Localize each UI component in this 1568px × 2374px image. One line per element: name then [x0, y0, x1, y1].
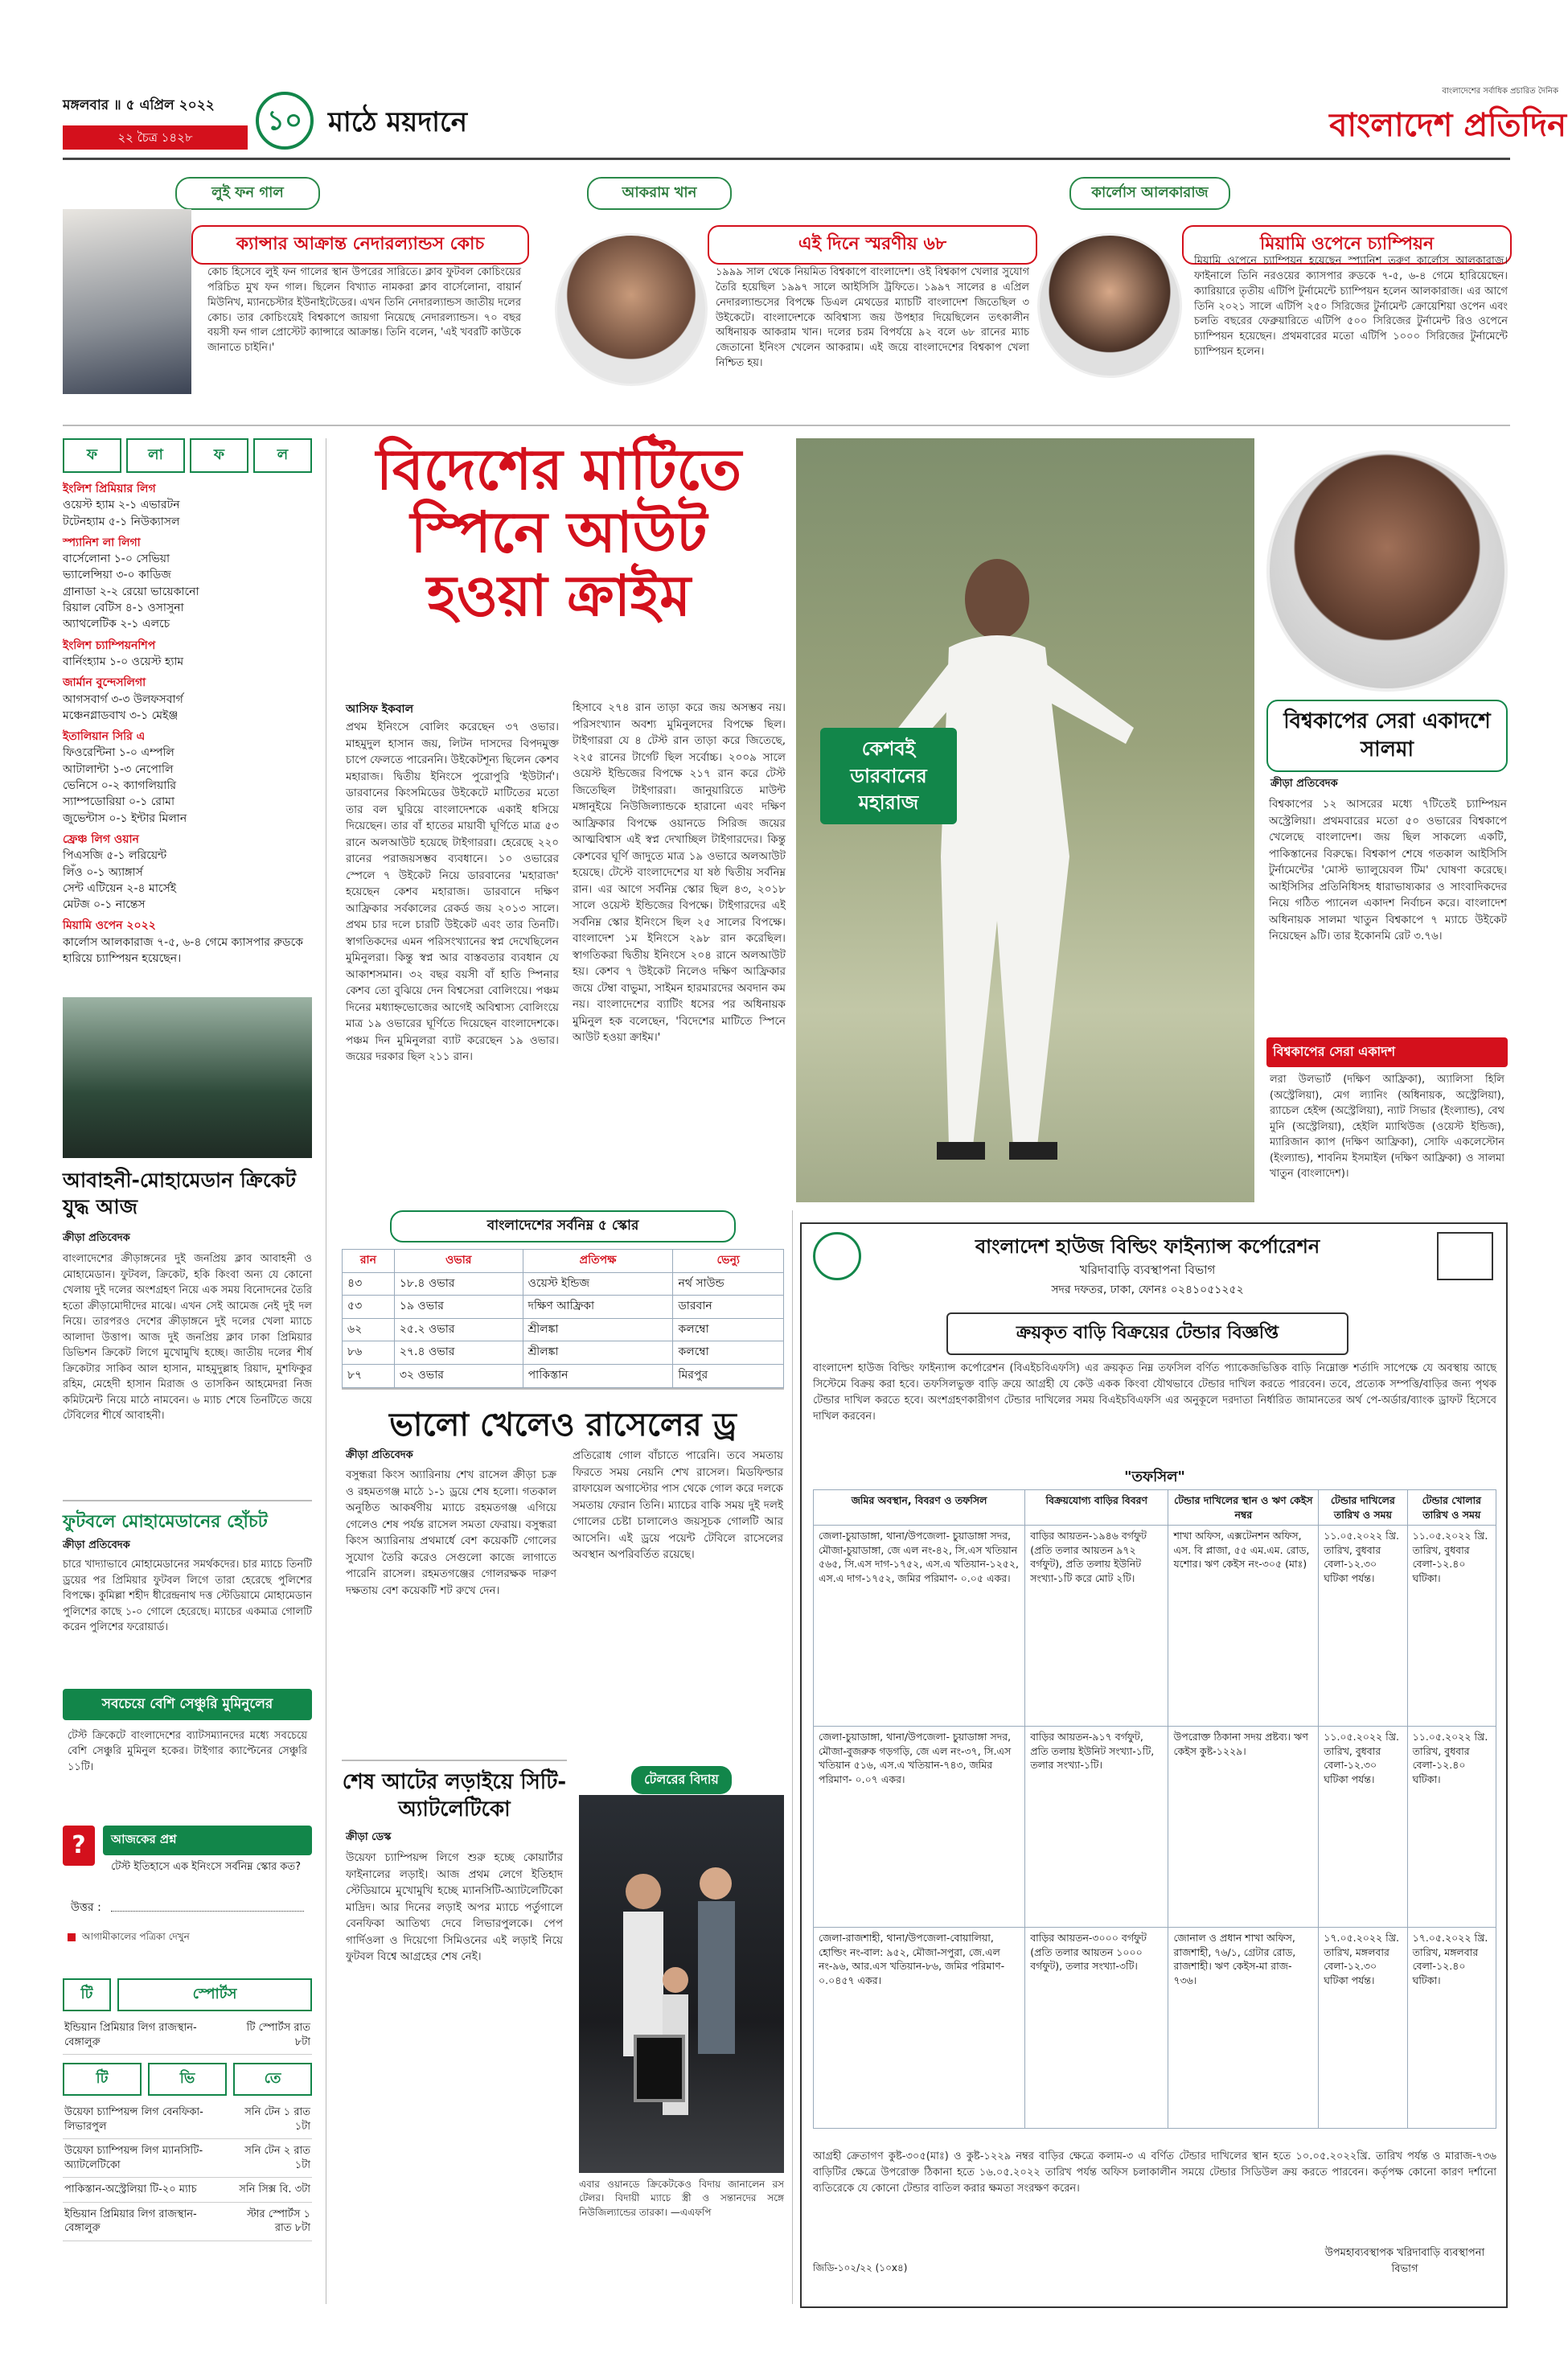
low-scores-title: বাংলাদেশের সর্বনিম্ন ৫ স্কোর: [390, 1210, 736, 1242]
tender-body: [814, 1526, 1496, 2129]
section-title: মাঠে ময়দানে: [328, 106, 467, 138]
low-score-cell: ২৭.৪ ওভার: [394, 1341, 523, 1365]
result-line: সেন্ট এটিয়েন ২-৪ মার্সেই: [63, 881, 177, 895]
akram-khan-photo: [555, 233, 708, 386]
low-score-cell: নর্থ সাউন্ড: [673, 1272, 784, 1296]
low-score-cell: ১৯ ওভার: [394, 1296, 523, 1319]
tv-title-letter: ভি: [148, 2063, 227, 2096]
results-list: [63, 481, 312, 967]
tv-listing: [63, 2101, 312, 2139]
low-score-cell: মিরপুর: [673, 1364, 784, 1387]
quiz-footer: আগামীকালের পত্রিকা দেখুন: [82, 1931, 190, 1942]
low-scores-header: রান: [343, 1250, 395, 1273]
tender-row: [814, 1928, 1496, 2129]
tender-cell: উপরোক্ত ঠিকানা সদয় প্রষ্টব্য। ঋণ কেইস কুষ্ট-১২২৯।: [1168, 1727, 1319, 1928]
result-line: রিয়াল বেটিস ৪-১ ওসাসুনা: [63, 602, 184, 615]
tender-cell: বাড়ির আয়তন-৯১৭ বর্গফুট, প্রতি তলায় ইউনিট সংখ্যা-১টি, তলার সংখ্যা-১টি।: [1025, 1727, 1168, 1928]
top-story-3-headline: মিয়ামি ওপেনে চ্যাম্পিয়ন: [1182, 225, 1512, 265]
abahani-body: বাংলাদেশের ক্রীড়াঙ্গনের দুই জনপ্রিয় ক্লাব আবাহনী ও মোহামেডান। ফুটবল, ক্রিকেট, হকি কিংবা অন্য যে কোনো খেলায় দুই দলের অংশগ্রহণ নিয়ে এক সময় বিনোদনের তৈরি হতো ক্রীড়ামোদীদের মাঝে। এখন সেই আমেজ নেই দুই দল নিয়ে। তারপরও দেশের ক্রীড়াঙ্গনে দুই দলের খেলা ম্যাচে আলাদা উত্তাপ। আজ দুই জনপ্রিয় ক্লাব ঢাকা প্রিমিয়ার ডিভিশন ক্রিকেট লিগে মুখোমুখি হচ্ছে। জাতীয় দলের শীর্ষ ক্রিকেটার সাকিব আল হাসান, মাহমুদুল্লাহ রিয়াদ, মুশফিকুর রহিম, মেহেদী হাসান মিরাজ ও তাসকিন আহমেদরা নিজ কমিটমেন্ট নিয়ে মাঠে নামবেন। ৬ ম্যাচ শেষে তিনটিতে জয়ে টেবিলের শীর্ষে আবাহনী।: [63, 1253, 312, 1422]
page-number: ১০: [266, 105, 303, 137]
low-score-cell: ওয়েস্ট ইন্ডিজ: [523, 1272, 673, 1296]
tender-org: বাংলাদেশ হাউজ বিল্ডিং ফাইন্যান্স কর্পোরেশন: [975, 1235, 1320, 1258]
salma-body: বিশ্বকাপের ১২ আসরের মধ্যে ৭টিতেই চ্যাম্পিয়ন অস্ট্রেলিয়া। প্রথমবারের মতো ৫০ ওভারের বিশ্বকাপে খেলেছে বাংলাদেশ। জয় ছিল সাকল্যে একটি, পাকিস্তানের বিরুদ্ধে। বিশ্বকাপ শেষে গতকাল আইসিসি টুর্নামেন্টের 'মোস্ট ভ্যালুয়েবল টিম' ঘোষণা করেছে। আইসিসির প্রতিনিধিসহ ধারাভাষ্যকার ও সাংবাদিকদের নিয়ে গঠিত প্যানেল একাদশ নির্বাচন করে। বাংলাদেশ অধিনায়ক সালমা খাতুন বিশ্বকাপে ৭ ম্যাচে উইকেট নিয়েছেন ৯টি। তার ইকোনমি রেট ৩.৭৬।: [1269, 798, 1507, 943]
result-line: কার্লোস আলকারাজ ৭-৫, ৬-৪ গেমে ক্যাসপার রুডকে হারিয়ে চ্যাম্পিয়ন হয়েছেন।: [63, 935, 303, 966]
tender-cell: বাড়ির আয়তন-৩০০০ বর্গফুট (প্রতি তলার আয়তন ১০০০ বর্গফুট), তলার সংখ্যা-৩টি।: [1025, 1928, 1168, 2129]
header-rule: [63, 158, 1510, 160]
result-line: লিঁও ০-১ অ্যাঙ্গার্স: [63, 865, 143, 879]
tender-table: [813, 1489, 1496, 2129]
taylor-label: [579, 1766, 784, 1794]
low-score-cell: দক্ষিণ আফ্রিকা: [523, 1296, 673, 1319]
city-headline: শেষ আটের লড়াইয়ে সিটি-অ্যাটলেটিকো: [342, 1770, 567, 1822]
page-number-badge: [256, 92, 314, 150]
result-item: [63, 481, 312, 530]
lead-photo-caption-text: কেশবই ডারবানের মহারাজ: [850, 737, 927, 815]
salma-photo: [1266, 450, 1508, 692]
hbfc-logo: [813, 1232, 861, 1280]
salma-headline-box: [1266, 700, 1508, 772]
tender-title-box: [946, 1312, 1348, 1355]
tender-table-title: "তফসিল": [1124, 1468, 1185, 1485]
low-scores-header: ভেন্যু: [673, 1250, 784, 1273]
top-story-1-tag: লুই ফন গাল: [175, 177, 320, 210]
tv-channel: সনি টেন ২ রাত ১টা: [244, 2145, 310, 2171]
most-centuries-body: টেস্ট ক্রিকেটে বাংলাদেশের ব্যাটসম্যানদের মধ্যে সবচেয়ে বেশি সেঞ্চুরি মুমিনুল হকের। টাইগার ক্যাপ্টেনের সেঞ্চুরি ১১টি।: [68, 1729, 307, 1773]
results-title-letter: ল: [253, 438, 312, 473]
tv-listing: [63, 2139, 312, 2178]
football-body: চারে খাদ্যাভাবে মোহামেডানের সমর্থকদের। চার ম্যাচে তিনটি ড্রয়ের পর প্রিমিয়ার ফুটবল লিগে তারা হেরেছে পুলিশের বিপক্ষে। কুমিল্লা শহীদ ধীরেন্দ্রনাথ দত্ত স্টেডিয়ামে মোহামেডান পুলিশের কাছে ১-০ গোলে হেরেছে। ম্যাচের একমাত্র গোলটি করেন পুলিশের ফরোয়ার্ড।: [63, 1559, 312, 1633]
quiz-label: আজকের প্রশ্ন: [103, 1826, 312, 1855]
results-title-letter: ফ: [63, 438, 121, 473]
tv-listing: [63, 2178, 312, 2203]
top-story-2-tag: আকরাম খান: [587, 177, 732, 210]
low-score-row: [343, 1364, 784, 1387]
result-line: অ্যাথলেটিক ২-১ এলচে: [63, 618, 170, 631]
tv-title-letter: তে: [233, 2063, 312, 2096]
tender-cell: শাখা অফিস, এক্সটেনশন অফিস, এস. বি প্লাজা, ৫৫ এম.এম. রোড, যশোর। ঋণ কেইস নং-৩০৫ (মাঃ): [1168, 1526, 1319, 1727]
most-centuries-title: সবচেয়ে বেশি সেঞ্চুরি মুমিনুলের: [63, 1689, 312, 1720]
tender-header: বিক্রয়যোগ্য বাড়ির বিবরণ: [1025, 1490, 1168, 1526]
top-stories-rule: [63, 425, 1510, 426]
top-story-1: [63, 177, 529, 418]
tender-header: টেন্ডার খোলার তারিখ ও সময়: [1407, 1490, 1496, 1526]
lead-headline: বিদেশের মাটিতে স্পিনে আউট হওয়া ক্রাইম: [376, 437, 742, 629]
tender-footer: আগ্রহী ক্রেতাগণ কুষ্ট-৩০৫(মাঃ) ও কুষ্ট-১২২৯ নম্বর বাড়ির ক্ষেত্রে কলাম-৩ এ বর্ণিত টেন্ডার দাখিলের স্থান হতে ১০.০৫.২০২২খ্রি. তারিখ পর্যন্ত ও মারাজ-৭৩৬ বাড়িটির ক্ষেত্রে উপরোক্ত ঠিকানা হতে ১৬.০৫.২০২২ তারিখ পর্যন্ত অফিস চলাকালীন সময়ে টেন্ডার সিডিউল ক্রয় করতে পারবেন। কর্তৃপক্ষ কোনো কারণ দর্শানো ব্যতিরেকে যে কোনো টেন্ডার বাতিল করার ক্ষমতা সংরক্ষণ করেন।: [813, 2150, 1496, 2195]
low-score-cell: শ্রীলঙ্কা: [523, 1341, 673, 1365]
tv-channel: স্টার স্পোর্টস ১ রাত ৮টা: [246, 2208, 310, 2235]
page-header: [63, 87, 1566, 159]
result-item: [63, 675, 312, 724]
city-rule: [342, 1760, 567, 1761]
top-story-2-headline: এই দিনে স্মরণীয় ৬৮: [708, 225, 1037, 265]
tender-cell: জেলা-রাজশাহী, থানা/উপজেলা-বোয়ালিয়া, হোল্ডিং নং-বাল: ৯৫২, মৌজা-সপুরা, জে.এল নং-৯৬, আর.এস খতিয়ান-৮৬, জমির পরিমাণ- ০.০৪৫৭ একর।: [814, 1928, 1025, 2129]
football-headline: ফুটবলে মোহামেডানের হোঁচট: [63, 1512, 268, 1532]
result-league: মিয়ামি ওপেন ২০২২: [63, 919, 156, 933]
tender-cell: জেলা-চুয়াডাঙ্গা, থানা/উপজেলা- চুয়াডাঙ্গা সদর, মৌজা-বুজরুক গড়গড়ি, জে এল নং-৩৭, সি.এস খতিয়ান ৫১৬, এস.এ খতিয়ান-৭৪৩, জমির পরিমাণ- ০.০৭ একর।: [814, 1727, 1025, 1928]
low-score-cell: ২৫.২ ওভার: [394, 1318, 523, 1341]
result-line: গ্রানাডা ২-২ রেয়ো ভায়েকানো: [63, 585, 199, 598]
tv-title: [63, 2063, 312, 2096]
tender-table-wrap: [813, 1489, 1496, 2129]
result-league: স্প্যানিশ লা লিগা: [63, 536, 141, 549]
low-score-cell: ৪৩: [343, 1272, 395, 1296]
tender-cell: ১৭.০৫.২০২২ খ্রি. তারিখ, মঙ্গলবার বেলা-১২.৩০ ঘটিকা পর্যন্ত।: [1319, 1928, 1407, 2129]
low-score-cell: শ্রীলঙ্কা: [523, 1318, 673, 1341]
masthead: বাংলাদেশ প্রতিদিন: [1329, 107, 1566, 144]
family-figures: [579, 1795, 784, 2173]
result-line: ভ্যালেন্সিয়া ৩-০ কাডিজ: [63, 569, 171, 582]
tender-header: জমির অবস্থান, বিবরণ ও তফসিল: [814, 1490, 1025, 1526]
salma-headline: বিশ্বকাপের সেরা একাদশে সালমা: [1283, 709, 1491, 762]
lead-byline: আসিফ ইকবাল: [346, 703, 414, 716]
tender-cell: ১৭.০৫.২০২২ খ্রি. তারিখ, মঙ্গলবার বেলা-১২.৪০ ঘটিকা।: [1407, 1928, 1496, 2129]
abahani-headline: আবাহনী-মোহামেডান ক্রিকেট যুদ্ধ আজ: [63, 1169, 296, 1218]
low-score-row: [343, 1296, 784, 1319]
issue-date-bar: [63, 125, 248, 150]
tv-listing: [63, 2016, 312, 2055]
result-line: আগসবার্গ ৩-৩ উলফসবার্গ: [63, 692, 183, 706]
tv-sports-title: [63, 1978, 312, 2011]
result-item: [63, 535, 312, 633]
keshav-maharaj-photo: [796, 438, 1254, 1202]
tender-ad: [800, 1222, 1508, 2308]
tv-event: ইন্ডিয়ান প্রিমিয়ার লিগ রাজস্থান-বেঙ্গালুরু: [64, 2022, 197, 2048]
result-line: টটেনহ্যাম ৫-১ নিউক্যাসল: [63, 515, 180, 528]
results-box: [63, 438, 312, 985]
quiz-answer-line[interactable]: [111, 1911, 304, 1912]
lead-col1: প্রথম ইনিংসে বোলিং করেছেন ৩৭ ওভার। মাহমুদুল হাসান জয়, লিটন দাসদের বিপদমুক্ত চাপে ফেলতে পারেননি। উইকেটশূন্য ছিলেন কেশব মহারাজ। দ্বিতীয় ইনিংসে পুরোপুরি 'ইউটার্ন'। ডারবানের কিংসমিডের উইকেটে মাটিতের মতো তার বল ঘুরিয়ে বাংলাদেশকে একাই ধসিয়ে দিয়েছেন। তার বাঁ হাতের মায়াবী ঘূর্ণিতে মাত্র ৫৩ রানে অলআউট হয়েছে টাইগাররা। হেরেছে ২২০ রানের পরাজয়সম্ভব ব্যবধানে। ১০ ওভারের স্পেলে ৭ উইকেট নিয়ে ডারবানের 'মহারাজ' হয়েছেন কেশব মহারাজ। ডারবানে দক্ষিণ আফ্রিকার সর্বকালের রেকর্ড জয় ২০১৩ সালে। প্রথম চার দলে চারটি উইকেট এবং তার তিনটি। স্বাগতিকদের এমন পরিসংখ্যানের স্বপ্ন দেখেছিলেন মুমিনুলরা। কিন্তু স্বপ্ন আর বাস্তবতার ব্যবধান যে আকাশসমান। ৩২ বছর বয়সী বাঁ হাতি স্পিনার কেশব তো বুঝিয়ে দেন বিশ্বসেরা বোলিংয়ে। পঞ্চম দিনের মধ্যাহ্নভোজের আগেই অবিশ্বাস্য বোলিংয়ে মাত্র ১৯ ওভারের ঘূর্ণিতে দিয়েছেন বাংলাদেশকে। পঞ্চম দিন মুমিনুলরা ব্যাট করেছেন ১৯ ওভার। জয়ের দরকার ছিল ২১১ রান।: [346, 721, 559, 1064]
tender-row: [814, 1526, 1496, 1727]
tender-address: সদর দফতর, ঢাকা, ফোনঃ ০২৪১০৫১২৫২: [1051, 1284, 1244, 1296]
tv-sports-title-word: স্পোর্টস: [117, 1978, 312, 2011]
most-centuries-box: [63, 1689, 312, 1809]
low-score-row: [343, 1318, 784, 1341]
result-line: মেটজ ০-১ নান্তেস: [63, 898, 146, 912]
tender-header: টেন্ডার দাখিলের তারিখ ও সময়: [1319, 1490, 1407, 1526]
quiz-question: টেস্ট ইতিহাসে এক ইনিংসে সর্বনিম্ন স্কোর কত?: [111, 1861, 302, 1873]
result-league: ফ্রেঞ্চ লিগ ওয়ান: [63, 832, 139, 846]
low-score-cell: কলম্বো: [673, 1341, 784, 1365]
low-score-cell: ৮৭: [343, 1364, 395, 1387]
lead-col2: হিসাবে ২৭৪ রান তাড়া করে জয় অসম্ভব নয়। পরিসংখ্যান অবশ্য মুমিনুলদের বিপক্ষে ছিল। টাইগাররা যে ৪ টেস্ট রান তাড়া করে জিতেছে, ২২৫ রানের টার্গেট ছিল সর্বোচ্চ। ২০০৯ সালে ওয়েস্ট ইন্ডিজের বিপক্ষে ২১৭ রান করে টেস্ট জিতেছিল টাইগাররা। জানুয়ারিতে মাউন্ট মঙ্গানুইয়ে নিউজিল্যান্ডকে হারানো এবং দক্ষিণ আফ্রিকার বিপক্ষে ওয়ানডে সিরিজ জয়ের আত্মবিশ্বাস এই স্বপ্ন দেখাচ্ছিল টাইগারদের। কিন্তু কেশবের ঘূর্ণি জাদুতে মাত্র ১৯ ওভারে অলআউট হয়েছে। টেস্টে বাংলাদেশের যা ষষ্ঠ দ্বিতীয় সর্বনিম্ন রান। এর আগে সর্বনিম্ন স্কোর ছিল ৪৩, ২০১৮ সালে ওয়েস্ট ইন্ডিজের বিপক্ষে। টাইগারদের এই সর্বনিম্ন স্কোর ইনিংসে ছিল ২৫ সালের বিপক্ষে। বাংলাদেশ ১ম ইনিংসে ২৯৮ রান করেছিল। স্বাগতিকরা দ্বিতীয় ইনিংসে ২০৪ রানে অলআউট হয়। কেশব ৭ উইকেট নিলেও দক্ষিণ আফ্রিকার জয়ে টেম্বা বাভুমা, সাইমন হারমারদের অবদান কম নয়। বাংলাদেশের ব্যাটিং ধসের পর অধিনায়ক মুমিনুল হক বলেছেন, 'বিদেশের মাটিতে স্পিনে আউট হওয়া ক্রাইম।': [573, 701, 786, 1045]
tv-channel: সনি সিক্স বি. ৩টা: [239, 2183, 310, 2196]
salma-byline: ক্রীড়া প্রতিবেদক: [1270, 778, 1338, 790]
result-line: ভেনিসে ০-২ ক্যাগলিয়ারি: [63, 779, 177, 793]
football-rule: [63, 1500, 312, 1501]
result-line: মঞ্চেনগ্লাডবাখ ৩-১ মেইঞ্জ: [63, 709, 179, 722]
low-score-row: [343, 1272, 784, 1296]
result-line: ফিওরেন্টিনা ১-০ এম্পলি: [63, 746, 174, 760]
taylor-caption: এবার ওয়ানডে ক্রিকেটকেও বিদায় জানালেন রস টেলর। বিদায়ী ম্যাচে স্ত্রী ও সন্তানদের সঙ্গে নিউজিল্যান্ডের তারকা। —এএফপি: [579, 2179, 784, 2218]
tender-header: টেন্ডার দাখিলের স্থান ও ঋণ কেইস নম্বর: [1168, 1490, 1319, 1526]
result-item: [63, 638, 312, 671]
tender-dept: খরিদাবাড়ি ব্যবস্থাপনা বিভাগ: [1079, 1263, 1216, 1277]
tender-code: জিডি-১০২/২২ (১০x৪): [813, 2262, 908, 2273]
tender-sign: উপমহাব্যবস্থাপক খরিদাবাড়ি ব্যবস্থাপনা বিভাগ: [1324, 2247, 1485, 2275]
tv-event: উয়েফা চ্যাম্পিয়ন্স লিগ বেনফিকা-লিভারপুল: [64, 2106, 203, 2133]
city-body: উয়েফা চ্যাম্পিয়ন্স লিগে শুরু হচ্ছে কোয়ার্টার ফাইনালের লড়াই। আজ প্রথম লেগে ইতিহাদ স্টেডিয়ামে মুখোমুখি হচ্ছে ম্যানসিটি-অ্যাটলেটিকো মাদ্রিদ। আর দিনের লড়াই অপর ম্যাচে পর্তুগালে বেনফিকা আতিথ্য দেবে লিভারপুলকে। পেপ গার্দিওলা ও দিয়েগো সিমিওনের এই লড়াই নিয়ে ফুটবল বিশ্বে আগ্রহের শেষ নেই।: [346, 1851, 563, 1964]
salma-box-title: বিশ্বকাপের সেরা একাদশ: [1266, 1037, 1508, 1067]
masthead-tagline: বাংলাদেশের সর্বাধিক প্রচারিত দৈনিক: [1442, 87, 1558, 96]
abahani-byline: ক্রীড়া প্রতিবেদক: [63, 1232, 130, 1244]
tv-channel: সনি টেন ১ রাত ১টা: [244, 2106, 310, 2133]
tender-header-row: [814, 1490, 1496, 1526]
result-league: ইতালিয়ান সিরি এ: [63, 730, 146, 744]
top-story-3-body: মিয়ামি ওপেনে চ্যাম্পিয়ন হয়েছেন স্প্যানিশ তরুণ কার্লোস আলকারাজ। ফাইনালে তিনি নরওয়ের ক্যাসপার রুডকে ৭-৫, ৬-৪ গেমে হারিয়েছেন। ক্যারিয়ারে তৃতীয় এটিপি টুর্নামেন্টে চ্যাম্পিয়ন হলেন আলকারাজ। এর আগে তিনি ২০২১ সালে এটিপি ২৫০ সিরিজের টুর্নামেন্ট ক্রোয়েশিয়া ওপেন এবং চলতি বছরের ফেব্রুয়ারিতে এটিপি ৫০০ সিরিজের টুর্নামেন্ট রিও ওপেনে চ্যাম্পিয়ন হয়েছেন। প্রথমবারের মতো এটিপি ১০০০ সিরিজের টুর্নামেন্টে চ্যাম্পিয়ন হলেন।: [1194, 255, 1508, 359]
top-story-3: [1037, 177, 1512, 418]
quiz-icon: ?: [63, 1826, 95, 1866]
alcaraz-photo: [1037, 233, 1182, 378]
result-line: পিএসজি ৫-১ লরিয়েন্ট: [63, 849, 167, 863]
issue-day: মঙ্গলবার ॥ ৫ এপ্রিল ২০২২: [63, 97, 215, 113]
low-score-cell: ৫৩: [343, 1296, 395, 1319]
tender-cell: ১১.০৫.২০২২ খ্রি. তারিখ, বুধবার বেলা-১২.৪০ ঘটিকা।: [1407, 1727, 1496, 1928]
low-score-cell: ৮৬: [343, 1341, 395, 1365]
tv-sports-box: [63, 1978, 312, 2300]
result-line: ওয়েস্ট হ্যাম ২-১ এভারটন: [63, 499, 180, 512]
mujib-logo: [1437, 1232, 1493, 1280]
taylor-photo: [579, 1795, 784, 2173]
result-line: বার্নিংহ্যাম ১-০ ওয়েস্ট হ্যাম: [63, 655, 184, 668]
results-title-letter: ফ: [190, 438, 248, 473]
quiz-box: [63, 1817, 312, 1970]
tv-event: ইন্ডিয়ান প্রিমিয়ার লিগ রাজস্থান-বেঙ্গালুরু: [64, 2208, 197, 2235]
low-scores-table: [342, 1249, 784, 1388]
salma-box: [1266, 1037, 1508, 1187]
city-byline: ক্রীড়া ডেস্ক: [346, 1831, 392, 1843]
russell-byline: ক্রীড়া প্রতিবেদক: [346, 1449, 413, 1461]
low-scores-header-row: [343, 1250, 784, 1273]
low-score-cell: ৬২: [343, 1318, 395, 1341]
low-score-cell: কলম্বো: [673, 1318, 784, 1341]
low-score-cell: ১৮.৪ ওভার: [394, 1272, 523, 1296]
tender-cell: ১১.০৫.২০২২ খ্রি. তারিখ, বুধবার বেলা-১২.৩০ ঘটিকা পর্যন্ত।: [1319, 1727, 1407, 1928]
russell-headline: ভালো খেলেও রাসেলের ড্র: [389, 1407, 737, 1444]
result-line: বার্সেলোনা ১-০ সেভিয়া: [63, 552, 170, 566]
result-item: [63, 832, 312, 913]
abahani-photo: [63, 997, 312, 1158]
tv-listing: [63, 2203, 312, 2241]
results-title: [63, 438, 312, 473]
tv-event: উয়েফা চ্যাম্পিয়ন্স লিগ ম্যানসিটি-অ্যাটলেটিকো: [64, 2145, 203, 2171]
center-column-divider: [792, 1210, 793, 2304]
quiz-footer-marker: [68, 1933, 76, 1941]
salma-box-body: লরা উলভার্ট (দক্ষিণ আফ্রিকা), অ্যালিসা হিলি (অস্ট্রেলিয়া), মেগ ল্যানিং (অধিনায়ক, অস্ট্রেলিয়া), র‍্যাচেল হেইন্স (অস্ট্রেলিয়া), ন্যাট সিভার (ইংল্যান্ড), বেথ মুনি (অস্ট্রেলিয়া), হেইলি ম্যাথিউজ (ওয়েস্ট ইন্ডিজ), ম্যারিজান ক্যাপ (দক্ষিণ আফ্রিকা), সোফি একলেস্টোন (ইংল্যান্ড), শাবনিম ইসমাইল (দক্ষিণ আফ্রিকা) ও সালমা খাতুন (বাংলাদেশ)।: [1270, 1074, 1504, 1180]
result-item: [63, 918, 312, 967]
tender-intro: বাংলাদেশ হাউজ বিল্ডিং ফাইন্যান্স কর্পোরেশন (বিএইচবিএফসি) এর ক্রয়কৃত নিম্ন তফসিল বর্ণিত প্যাকেজভিত্তিক বাড়ি নিম্নোক্ত শর্তাদি সাপেক্ষে যে অবস্থায় আছে সিস্টেমে বিক্রয় করা হবে। তফসিলভুক্ত বাড়ি ক্রয়ে আগ্রহী যে কেউ একক কিংবা যৌথভাবে টেন্ডার দাখিল করতে পারবেন। তবে, প্রত্যেক সম্পত্তি/বাড়ির জন্য পৃথক টেন্ডার দাখিল করতে হবে। অংশগ্রহণকারীগণ টেন্ডার দাখিলের সময় বিএইচবিএফসি এর অনুকূলে দরদাতা নির্ধারিত জামানতের অর্থ পে-অর্ডার/ব্যাংক ড্রাফট হিসেবে দাখিল করবেন।: [813, 1362, 1496, 1423]
top-story-2: [555, 177, 1037, 418]
tv-title-letter: টি: [63, 2063, 142, 2096]
tv-sports-title-letter: টি: [63, 1978, 111, 2011]
result-league: ইংলিশ চ্যাম্পিয়নশিপ: [63, 639, 156, 652]
football-byline: ক্রীড়া প্রতিবেদক: [63, 1539, 130, 1551]
low-scores-header: প্রতিপক্ষ: [523, 1250, 673, 1273]
result-league: জার্মান বুন্দেসলিগা: [63, 676, 146, 690]
top-story-2-body: ১৯৯৯ সাল থেকে নিয়মিত বিশ্বকাপে বাংলাদেশ। ওই বিশ্বকাপ খেলার সুযোগ তৈরি হয়েছিল ১৯৯৭ সালে আইসিসি ট্রফিতে। ১৯৯৭ সালের ৪ এপ্রিল নেদারল্যান্ডসের বিপক্ষে ডিএল মেথডের ম্যাচটি বাংলাদেশ জিতেছিল ৩ উইকেটে। বাংলাদেশকে অবিশ্বাস্য জয় উপহার দিয়েছিলেন তৎকালীন অধিনায়ক আকরাম খান। দলের চরম বিপর্যয়ে ৯২ বলে ৬৮ রানের ম্যাচ জেতানো ইনিংস খেলেন আকরাম। এই জয়ে বাংলাদেশের বিশ্বকাপ খেলা নিশ্চিত হয়।: [716, 266, 1029, 370]
top-story-3-tag: কার্লোস আলকারাজ: [1069, 177, 1230, 210]
tender-cell: ১১.০৫.২০২২ খ্রি. তারিখ, বুধবার বেলা-১২.৪০ ঘটিকা।: [1407, 1526, 1496, 1727]
result-item: [63, 729, 312, 827]
results-title-letter: লা: [126, 438, 185, 473]
low-score-cell: পাকিস্তান: [523, 1364, 673, 1387]
low-score-row: [343, 1341, 784, 1365]
top-story-1-headline: ক্যান্সার আক্রান্ত নেদারল্যান্ডস কোচ: [191, 225, 529, 265]
low-scores-header: ওভার: [394, 1250, 523, 1273]
result-league: ইংলিশ প্রিমিয়ার লিগ: [63, 483, 156, 495]
tender-cell: জোনাল ও প্রধান শাখা অফিস, রাজশাহী, ৭৬/১, গ্রেটার রোড, রাজশাহী। ঋণ কেইস-মা রাজ- ৭৩৬।: [1168, 1928, 1319, 2129]
issue-date: ২২ চৈত্র ১৪২৮: [117, 130, 193, 145]
low-score-cell: ৩২ ওভার: [394, 1364, 523, 1387]
russell-col2: প্রতিরোধ গোল বাঁচাতে পারেনি। তবে সমতায় ফিরতে সময় নেয়নি শেখ রাসেল। মিডফিল্ডার রাফায়েল অগাস্টোর পাস থেকে গোল করে দলকে সমতায় ফেরান তিনি। ম্যাচের বাকি সময় দুই দলই গোলের চেষ্টা চালালেও জয়সূচক গোলটি আর আসেনি। এই ড্রয়ে পয়েন্ট টেবিলে রাসেলের অবস্থান অপরিবর্তিত রয়েছে।: [573, 1449, 783, 1562]
tender-cell: ১১.০৫.২০২২ খ্রি. তারিখ, বুধবার বেলা-১২.৩০ ঘটিকা পর্যন্ত।: [1319, 1526, 1407, 1727]
result-line: স্যাম্পডোরিয়া ০-১ রোমা: [63, 795, 175, 809]
van-gaal-photo: [63, 209, 191, 394]
tv-channel: টি স্পোর্টস রাত ৮টা: [246, 2022, 310, 2048]
russell-col1: বসুন্ধরা কিংস অ্যারিনায় শেখ রাসেল ক্রীড়া চক্র ও রহমতগঞ্জ মাঠে ১-১ ড্রয়ে শেষ হলো। গতকাল অনুষ্ঠিত আকর্ষণীয় ম্যাচে রহমতগঞ্জ এগিয়ে গেলেও শেষ পর্যন্ত রাসেল সমতা ফেরায়। বসুন্ধরা কিংস অ্যারিনায় প্রথমার্ধে বেশ কয়েকটি গোলের সুযোগ তৈরি করেও সেগুলো কাজে লাগাতে পারেনি রাসেল। রহমতগঞ্জের গোলরক্ষক দারুণ দক্ষতায় বেশ কয়েকটি শট রুখে দেন।: [346, 1468, 556, 1597]
result-line: জুভেন্টাস ০-১ ইন্টার মিলান: [63, 811, 187, 825]
tender-row: [814, 1727, 1496, 1928]
tender-cell: জেলা-চুয়াডাঙ্গা, থানা/উপজেলা- চুয়াডাঙ্গা সদর, মৌজা-চুয়াডাঙ্গা, জে এল নং-৪২, সি.এস খতিয়ান ৫৬৫, সি.এস দাগ-১৭৫২, এস.এ খতিয়ান-১২৫২, এস.এ দাগ-১৭৫২, জমির পরিমাণ- ০.০৫ একর।: [814, 1526, 1025, 1727]
tender-title: ক্রয়কৃত বাড়ি বিক্রয়ের টেন্ডার বিজ্ঞপ্তি: [1016, 1323, 1279, 1343]
result-line: আটালান্টা ১-৩ নেপোলি: [63, 762, 174, 776]
taylor-label-text: টেলরের বিদায়: [631, 1766, 732, 1794]
low-scores-box: [342, 1210, 784, 1382]
low-score-cell: ডারবান: [673, 1296, 784, 1319]
tender-cell: বাড়ির আয়তন-১৯৪৬ বর্গফুট (প্রতি তলার আয়তন ৯৭২ বর্গফুট), প্রতি তলায় ইউনিট সংখ্যা-১টি করে মোট ২টি।: [1025, 1526, 1168, 1727]
russell-rule: [342, 1388, 784, 1390]
quiz-answer-label: উত্তর :: [71, 1901, 101, 1914]
low-scores-body: [343, 1272, 784, 1387]
top-story-1-body: কোচ হিসেবে লুই ফন গালের স্থান উপরের সারিতে। ক্লাব ফুটবল কোচিংয়ের পরিচিত মুখ ফন গাল। ছিলেন বিখ্যাত নামকরা ক্লাব বার্সেলোনা, বায়ার্ন মিউনিখ, ম্যানচেস্টার ইউনাইটেডের। এখন তিনি নেদারল্যান্ডস জাতীয় দলের কোচ। তার কোচিংয়েই বিশ্বকাপে জায়গা নিয়েছে নেদারল্যান্ডস। ৭০ বছর বয়সী ফন গাল প্রোস্টেট ক্যান্সারে আক্রান্ত। তিনি বলেন, 'এই খবরটি কাউকে জানাতে চাইনি।': [207, 266, 521, 355]
tv-event: পাকিস্তান-অস্ট্রেলিয়া টি-২০ ম্যাচ: [64, 2183, 197, 2196]
lead-photo-caption: [820, 728, 957, 824]
